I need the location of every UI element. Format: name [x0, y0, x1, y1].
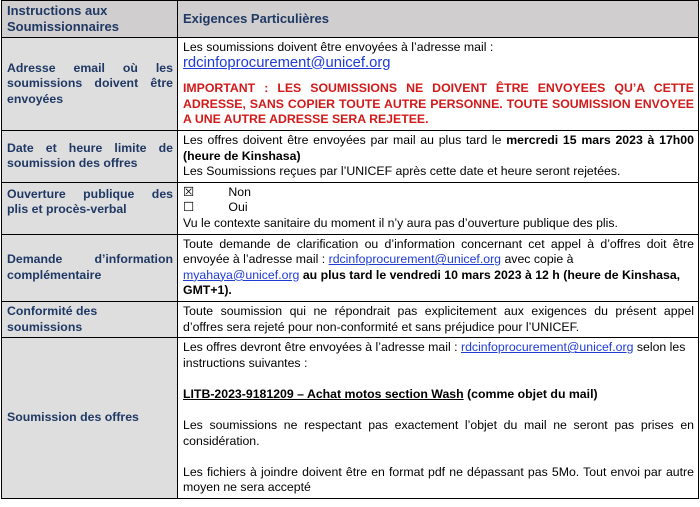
- header-instructions: [2, 1, 178, 38]
- option-oui-row: [183, 200, 694, 216]
- soumission-para3-line1: Les fichiers à joindre doivent être en format pdf ne dépassant pas 5Mo. Tout envoi par autre: [183, 464, 694, 479]
- important-line1: IMPORTANT : LES SOUMISSIONS NE DOIVENT ÊTRE ENVOYEES QU’A CETTE: [183, 81, 694, 96]
- label-conformite-line2: soumissions: [7, 319, 83, 334]
- label-conformite: [2, 301, 178, 337]
- soumission-subject: LITB-2023-9181209 – Achat motos section Wash: [183, 386, 464, 401]
- soumission-line1-post: selon les: [636, 340, 686, 355]
- date-timezone: (heure de Kinshasa): [183, 148, 301, 163]
- content-date: [178, 131, 699, 183]
- option-non-label: Non: [228, 184, 251, 199]
- requirements-table: [1, 0, 699, 499]
- date-rejection-note: Les Soumissions reçues par l’UNICEF après cette date et heure seront rejetées.: [183, 164, 621, 179]
- option-oui-label: Oui: [228, 200, 248, 215]
- label-adresse-line1: Adresse email où les: [7, 60, 173, 75]
- demande-line3: [183, 268, 694, 284]
- soumission-line1: [183, 340, 694, 356]
- soumission-para2-line1: Les soumissions ne respectant pas exactement l’objet du mail ne seront pas prises en: [183, 418, 694, 433]
- label-ouverture-line2: plis et procès-verbal: [7, 202, 127, 217]
- soumission-line1-pre: Les offres devront être envoyées à l’adresse mail :: [183, 340, 458, 355]
- checkbox-non-checked[interactable]: ☒: [183, 184, 195, 199]
- row-soumission: [2, 338, 699, 499]
- demande-deadline: au plus tard le vendredi 10 mars 2023 à 12 h (heure de Kinshasa,: [302, 267, 681, 282]
- soumission-email-link[interactable]: rdcinfoprocurement@unicef.org: [460, 340, 634, 355]
- demande-copy-email-link[interactable]: myahaya@unicef.org: [183, 267, 300, 282]
- demande-line2-post: avec copie à: [504, 252, 574, 267]
- demande-email-link[interactable]: rdcinfoprocurement@unicef.org: [328, 252, 502, 267]
- header-exigences: Exigences Particulières: [178, 1, 699, 38]
- demande-timezone: GMT+1).: [183, 283, 232, 298]
- header-left-line1: Instructions aux: [7, 3, 108, 18]
- conformite-line1: Toute soumission qui ne répondrait pas explicitement aux exigences du présent appel: [183, 303, 694, 318]
- label-adresse-line3: envoyées: [7, 91, 64, 106]
- label-demande-line1: Demande d’information: [7, 252, 173, 267]
- label-adresse-line2: soumissions doivent être: [7, 76, 173, 91]
- label-adresse: [2, 38, 178, 131]
- demande-line2: [183, 252, 694, 268]
- content-ouverture: [178, 182, 699, 234]
- label-date: [2, 131, 178, 183]
- table-header-row: [2, 1, 699, 38]
- row-ouverture: [2, 182, 699, 234]
- label-demande: [2, 234, 178, 301]
- date-line1: [183, 133, 694, 149]
- soumission-para3-line2: moyen ne sera accepté: [183, 480, 311, 495]
- important-line3: A UNE AUTRE ADRESSE SERA REJETEE.: [183, 112, 429, 127]
- label-ouverture: [2, 182, 178, 234]
- adresse-email-link[interactable]: rdcinfoprocurement@unicef.org: [183, 54, 391, 71]
- soumission-subject-note: (comme objet du mail): [467, 386, 598, 401]
- row-conformite: [2, 301, 699, 337]
- label-date-line2: soumission des offres: [7, 156, 138, 171]
- content-soumission: [178, 338, 699, 499]
- label-conformite-line1: Conformité des: [7, 303, 98, 318]
- label-ouverture-line1: Ouverture publique des: [7, 186, 173, 201]
- label-demande-line2: complémentaire: [7, 267, 102, 282]
- content-adresse: [178, 38, 699, 131]
- row-adresse: [2, 38, 699, 131]
- soumission-subject-line: [183, 387, 694, 403]
- label-soumission: Soumission des offres: [2, 338, 178, 499]
- adresse-intro: Les soumissions doivent être envoyées à l’adresse mail :: [183, 40, 494, 54]
- demande-line2-pre: envoyée à l’adresse mail :: [183, 252, 326, 267]
- content-demande: [178, 234, 699, 301]
- soumission-line2: instructions suivantes :: [183, 355, 308, 370]
- demande-line1: Toute demande de clarification ou d’information concernant cet appel à d’offres doit être: [183, 236, 694, 251]
- option-non-row: [183, 185, 694, 201]
- checkbox-oui-unchecked[interactable]: ☐: [183, 200, 195, 215]
- header-left-line2: Soumissionnaires: [7, 19, 119, 34]
- label-date-line1: Date et heure limite de: [7, 140, 173, 155]
- date-deadline: mercredi 15 mars 2023 à 17h00: [506, 133, 694, 147]
- row-demande: [2, 234, 699, 301]
- adresse-intro-line: [183, 40, 694, 71]
- conformite-line2: d’offres sera rejeté pour non-conformité et sans préjudice pour l’UNICEF.: [183, 319, 580, 334]
- row-date: [2, 131, 699, 183]
- soumission-para2-line2: considération.: [183, 433, 260, 448]
- date-line1-text: Les offres doivent être envoyées par mail au plus tard le: [183, 133, 502, 147]
- ouverture-note: Vu le contexte sanitaire du moment il n’y aura pas d’ouverture publique des plis.: [183, 215, 618, 230]
- important-line2: ADRESSE, SANS COPIER TOUTE AUTRE PERSONNE. TOUTE SOUMISSION ENVOYEE: [183, 96, 694, 111]
- content-conformite: [178, 301, 699, 337]
